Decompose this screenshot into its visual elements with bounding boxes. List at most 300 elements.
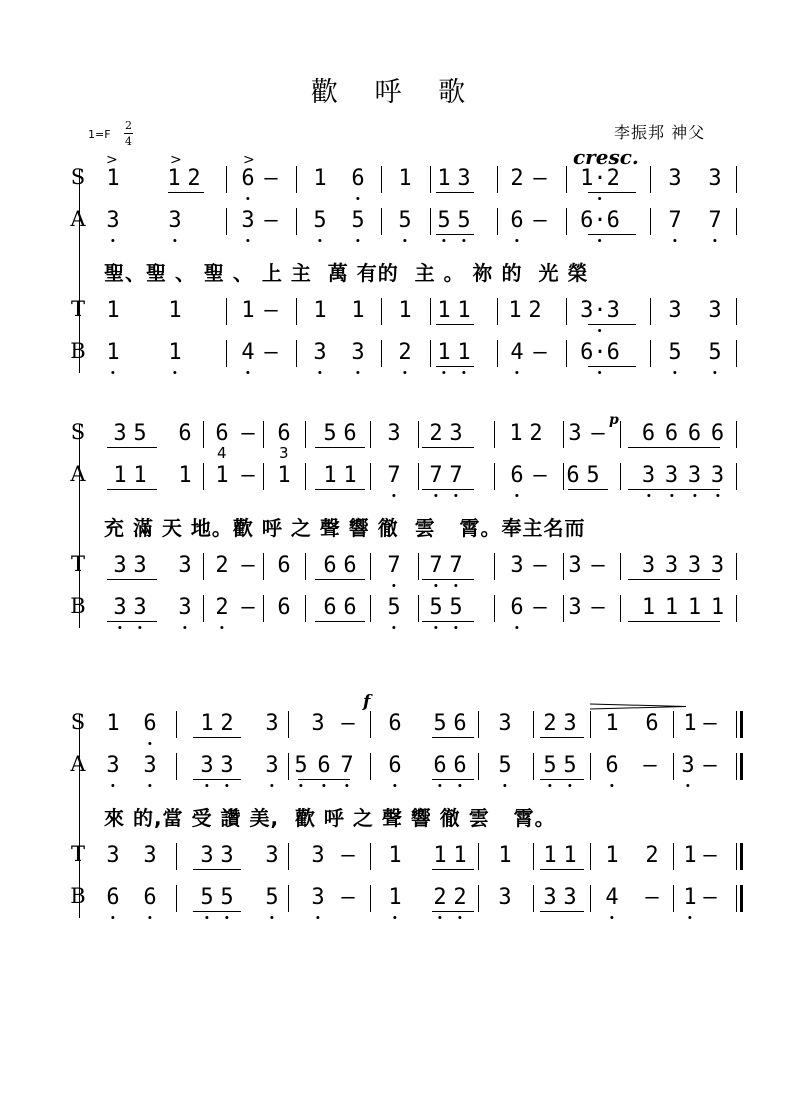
note-t: 1 [106, 298, 120, 323]
beam-line [436, 234, 474, 235]
note-t: 1 [241, 298, 255, 323]
accent-mark: > [243, 152, 255, 168]
bar-line [533, 711, 534, 738]
voice-label-b: B [70, 339, 86, 363]
note-b: 6 [510, 590, 523, 626]
bar-line [494, 553, 495, 580]
note-s: 5 [433, 711, 447, 736]
note-t: 1 [313, 298, 327, 323]
cresc-mark: cresc. [573, 145, 639, 169]
note-b: 1 [388, 880, 401, 916]
note-t: 3 [568, 553, 582, 578]
bar-line [736, 208, 737, 235]
note-t: 3 [265, 843, 279, 868]
note-a: 7 [449, 458, 462, 494]
bar-line [381, 166, 382, 193]
note-a: 3 [200, 748, 213, 784]
bar-line [226, 208, 227, 235]
note-b: 1 [664, 595, 679, 620]
bar-line [497, 166, 498, 193]
bar-line [494, 595, 495, 622]
bar-line [566, 298, 567, 325]
note-b: 1 [710, 595, 725, 620]
note-t: 1 [453, 843, 467, 868]
note-t: 1 [605, 843, 619, 868]
note-t: 1 [168, 298, 182, 323]
bar-line [305, 553, 306, 580]
dash-b: – [341, 885, 355, 910]
dash-b: – [645, 885, 659, 910]
bar-line [620, 595, 621, 622]
dash-b: – [533, 595, 547, 620]
note-s: 3 [668, 166, 682, 191]
bar-line [620, 463, 621, 490]
note-a: 6 [510, 203, 523, 239]
lyrics-line [0, 257, 790, 293]
bar-line [203, 553, 204, 580]
note-s: 3 [457, 166, 471, 191]
note-b: 3 [563, 885, 577, 910]
lyrics-text: 聖、聖 、 聖 、 上 主 萬 有的 主 。 祢 的 光 榮 [104, 261, 589, 285]
note-s: 3 [387, 421, 401, 446]
bar-line [203, 463, 204, 490]
dash-b: – [703, 885, 717, 910]
note-a: 3 [143, 748, 156, 784]
note-a: 1 [133, 463, 147, 488]
note-t: 6 [277, 553, 291, 578]
note-s: 6 [143, 706, 156, 742]
beam-line [628, 579, 720, 580]
voice-label-a: A [70, 462, 86, 486]
note-a: 3 [220, 748, 233, 784]
note-b: 3 [178, 590, 191, 626]
note-s: 6 [664, 421, 679, 446]
voice-label-s: S [70, 165, 86, 189]
note-b: 1 [683, 880, 696, 916]
beam-line [193, 737, 241, 738]
note-s: 3 [568, 421, 582, 446]
note-s: 5 [323, 421, 337, 446]
note-t: 7 [387, 548, 400, 584]
note-t: 3 [510, 553, 524, 578]
beam-line [588, 366, 636, 367]
beam-line [298, 779, 350, 780]
final-bar-line [740, 711, 743, 738]
note-s: 3 [265, 711, 279, 736]
bar-line [296, 208, 297, 235]
bar-line [418, 421, 419, 448]
beam-line [588, 234, 636, 235]
note-t: 6 [323, 553, 337, 578]
note-s: 3 [563, 711, 577, 736]
beam-line [540, 911, 584, 912]
note-a: 3 [665, 458, 678, 494]
note-a: 1 [113, 463, 127, 488]
bar-line [370, 595, 371, 622]
dash-a: – [643, 753, 657, 778]
beam-line [422, 447, 474, 448]
bar-line [418, 553, 419, 580]
note-a: 5 [294, 748, 307, 784]
note-a: 6 [317, 748, 330, 784]
bar-line [563, 463, 564, 490]
dash-s: – [703, 711, 717, 736]
note-s: 3 [311, 711, 325, 736]
note-a: 6 [510, 458, 523, 494]
note-a: 3 [642, 458, 655, 494]
dash-s: – [533, 166, 547, 191]
note-a: 5 [398, 203, 411, 239]
bar-line [566, 340, 567, 367]
beam-line [540, 869, 584, 870]
beam-line [432, 869, 474, 870]
bar-line [590, 885, 591, 912]
bar-line [497, 208, 498, 235]
beam-line [315, 489, 365, 490]
note-b: 2 [398, 335, 411, 371]
note-a: 6·6 [580, 203, 620, 239]
note-b: 3 [351, 335, 364, 371]
composer: 李振邦 神父 [614, 123, 706, 142]
bar-line [226, 298, 227, 325]
note-a: 7 [668, 203, 681, 239]
dash-t: – [264, 298, 278, 323]
note-a: 7 [340, 748, 353, 784]
note-b: 3 [311, 880, 324, 916]
bar-line [370, 711, 371, 738]
bar-line [381, 340, 382, 367]
note-a: 7 [708, 203, 721, 239]
note-s: 2 [543, 711, 557, 736]
bar-line [478, 711, 479, 738]
beam-line [422, 621, 474, 622]
bar-line [736, 711, 737, 738]
note-b: 5 [220, 880, 233, 916]
bar-line [430, 208, 431, 235]
note-a: 5 [543, 748, 556, 784]
dash-s: – [341, 711, 355, 736]
note-b: 6 [106, 880, 119, 916]
bar-line [620, 553, 621, 580]
bar-line [478, 843, 479, 870]
note-b: 5 [429, 590, 442, 626]
voice-label-b: B [70, 884, 86, 908]
note-s: 6 [687, 421, 702, 446]
note-b: 1 [168, 335, 181, 371]
bar-line [736, 340, 737, 367]
bar-line [566, 166, 567, 193]
note-s: 6 [343, 421, 357, 446]
bar-line [176, 753, 177, 780]
note-s: 3 [708, 166, 722, 191]
beam-line [628, 447, 720, 448]
note-b: 1 [437, 335, 450, 371]
bar-line [563, 595, 564, 622]
accent-mark: > [170, 152, 182, 168]
dash-t: – [241, 553, 255, 578]
time-signature [124, 118, 133, 149]
voice-label-t: T [70, 552, 85, 576]
dash-b: – [264, 340, 278, 365]
note-s: 3 [113, 421, 127, 446]
note-t: 1 [683, 843, 697, 868]
note-s: 1·2 [580, 161, 620, 197]
bar-line [263, 421, 264, 448]
note-b: 3 [498, 885, 512, 910]
bar-line [430, 298, 431, 325]
note-a: 1 [215, 463, 229, 488]
note-s: 1 [605, 711, 619, 736]
note-s: 2 [529, 421, 543, 446]
note-t: 1 [437, 298, 451, 323]
beam-line [432, 737, 474, 738]
note-b: 3 [113, 590, 126, 626]
note-t: 3 [687, 553, 702, 578]
dash-t: – [341, 843, 355, 868]
bar-line [494, 421, 495, 448]
bar-line [203, 421, 204, 448]
dash-b: – [241, 595, 255, 620]
beam-line [168, 192, 204, 193]
voice-label-t: T [70, 297, 85, 321]
dash-b: – [533, 340, 547, 365]
note-t: 1 [498, 843, 512, 868]
bar-line [590, 711, 591, 738]
note-s: 1 [200, 711, 214, 736]
beam-line [436, 366, 474, 367]
bar-line [370, 553, 371, 580]
note-t: 1 [563, 843, 577, 868]
bar-line [563, 553, 564, 580]
note-t: 3 [641, 553, 656, 578]
note-a: 7 [387, 458, 400, 494]
note-b: 5 [449, 590, 462, 626]
note-s: 6 [215, 421, 229, 446]
note-a: 5 [457, 203, 470, 239]
beam-line [628, 621, 720, 622]
note-t: 1 [457, 298, 471, 323]
bar-line [736, 553, 737, 580]
beam-line [568, 489, 608, 490]
note-s: 1 [509, 421, 523, 446]
note-b: 3 [543, 885, 557, 910]
note-s: 1 [313, 166, 327, 191]
note-a: 5 [563, 748, 576, 784]
dash-t: – [591, 553, 605, 578]
bar-line [370, 843, 371, 870]
alto-upper-note: 4 [217, 444, 227, 462]
note-b: 5 [708, 335, 721, 371]
note-s: 2 [187, 166, 201, 191]
lyrics-text: 充 滿 天 地。歡 呼 之 聲 響 徹 雲 霄。奉主名而 [104, 516, 586, 540]
note-a: 5 [586, 463, 600, 488]
note-a: 5 [313, 203, 326, 239]
beam-line [193, 911, 241, 912]
bar-line [381, 208, 382, 235]
bar-line [736, 843, 737, 870]
bar-line [590, 753, 591, 780]
dash-t: – [703, 843, 717, 868]
beam-line [540, 737, 584, 738]
note-t: 3 [710, 553, 725, 578]
note-s: 6 [641, 421, 656, 446]
note-b: 3 [568, 595, 582, 620]
bar-line [370, 753, 371, 780]
note-t: 3 [668, 298, 682, 323]
note-b: 5 [668, 335, 681, 371]
note-b: 4 [510, 335, 523, 371]
bar-line [563, 421, 564, 448]
bar-line [370, 463, 371, 490]
forte-mark: f [363, 692, 371, 712]
note-b: 2 [215, 590, 228, 626]
note-s: 1 [398, 166, 412, 191]
dash-s: – [241, 421, 255, 446]
note-a: 5 [498, 748, 511, 784]
note-t: 3 [220, 843, 234, 868]
note-t: 3 [178, 553, 192, 578]
note-t: 1 [543, 843, 557, 868]
bar-line [288, 711, 289, 738]
note-t: 6 [343, 553, 357, 578]
note-s: 3 [498, 711, 512, 736]
bar-line [370, 421, 371, 448]
dash-a: – [533, 208, 547, 233]
bar-line [381, 298, 382, 325]
note-b: 4 [605, 880, 618, 916]
voice-label-b: B [70, 594, 86, 618]
bar-line [226, 340, 227, 367]
voice-label-a: A [70, 752, 86, 776]
note-a: 6 [566, 463, 580, 488]
note-b: 6 [277, 595, 291, 620]
bar-line [497, 298, 498, 325]
note-b: 1 [687, 595, 702, 620]
bar-line [736, 421, 737, 448]
note-t: 3 [106, 843, 120, 868]
beam-line [436, 324, 474, 325]
dash-b: – [591, 595, 605, 620]
beam-line [422, 489, 474, 490]
beam-line [315, 579, 365, 580]
note-b: 5 [387, 590, 400, 626]
note-t: 1 [388, 843, 402, 868]
note-s: 6 [388, 711, 402, 736]
note-a: 3 [688, 458, 701, 494]
final-bar-line [740, 753, 743, 780]
bar-line [673, 885, 674, 912]
bar-line [305, 421, 306, 448]
note-t: 1 [398, 298, 412, 323]
beam-line [432, 911, 474, 912]
bar-line [497, 340, 498, 367]
bar-line [430, 340, 431, 367]
accent-mark: > [106, 152, 118, 168]
bar-line [566, 208, 567, 235]
bar-line [176, 843, 177, 870]
note-t: 1 [351, 298, 365, 323]
note-t: 3 [708, 298, 722, 323]
note-s: 6 [277, 421, 291, 446]
beam-line [107, 489, 157, 490]
note-a: 3 [106, 748, 119, 784]
note-t: 3·3 [580, 293, 620, 329]
alto-upper-note: 3 [279, 444, 289, 462]
note-b: 4 [241, 335, 254, 371]
bar-line [736, 463, 737, 490]
bar-line [305, 595, 306, 622]
voice-label-a: A [70, 207, 86, 231]
note-s: 1 [683, 711, 697, 736]
note-t: 3 [664, 553, 679, 578]
note-b: 1 [457, 335, 470, 371]
time-signature-bar [124, 133, 133, 134]
beam-line [193, 869, 241, 870]
final-bar-line [740, 885, 743, 912]
note-a: 3 [681, 748, 694, 784]
note-s: 6 [645, 711, 659, 736]
bar-line [673, 843, 674, 870]
note-a: 3 [711, 458, 724, 494]
note-a: 1 [277, 463, 291, 488]
beam-line [193, 779, 241, 780]
bar-line [370, 885, 371, 912]
lyrics-text: 來 的,當 受 讚 美, 歡 呼 之 聲 響 徹 雲 霄。 [104, 806, 556, 830]
note-b: 3 [133, 590, 146, 626]
final-bar-line [740, 843, 743, 870]
voice-label-s: S [70, 710, 86, 734]
time-signature-bottom: 4 [125, 135, 132, 148]
beam-line [315, 621, 365, 622]
piano-mark: p [609, 412, 619, 428]
bar-line [418, 595, 419, 622]
note-a: 7 [429, 458, 442, 494]
voice-label-s: S [70, 420, 86, 444]
bar-line [288, 753, 289, 780]
bar-line [263, 595, 264, 622]
voice-label-t: T [70, 842, 85, 866]
bar-line [226, 166, 227, 193]
bar-line [650, 208, 651, 235]
lyrics-line [0, 802, 790, 838]
bar-line [305, 463, 306, 490]
note-b: 2 [433, 880, 446, 916]
note-s: 1 [106, 711, 120, 736]
beam-line [315, 447, 365, 448]
note-s: 6 [710, 421, 725, 446]
bar-line [736, 298, 737, 325]
bar-line [736, 885, 737, 912]
note-b: 2 [453, 880, 466, 916]
note-b: 6·6 [580, 335, 620, 371]
bar-line [673, 753, 674, 780]
dash-a: – [703, 753, 717, 778]
note-t: 3 [143, 843, 157, 868]
note-a: 5 [351, 203, 364, 239]
bar-line [533, 843, 534, 870]
beam-line [107, 579, 157, 580]
note-t: 2 [215, 553, 229, 578]
bar-line [288, 843, 289, 870]
beam-line [540, 779, 584, 780]
note-a: 6 [605, 748, 618, 784]
dash-a: – [264, 208, 278, 233]
beam-line [436, 192, 474, 193]
dash-s: – [591, 421, 605, 446]
note-a: 3 [241, 203, 254, 239]
bar-line [418, 463, 419, 490]
note-t: 3 [200, 843, 214, 868]
